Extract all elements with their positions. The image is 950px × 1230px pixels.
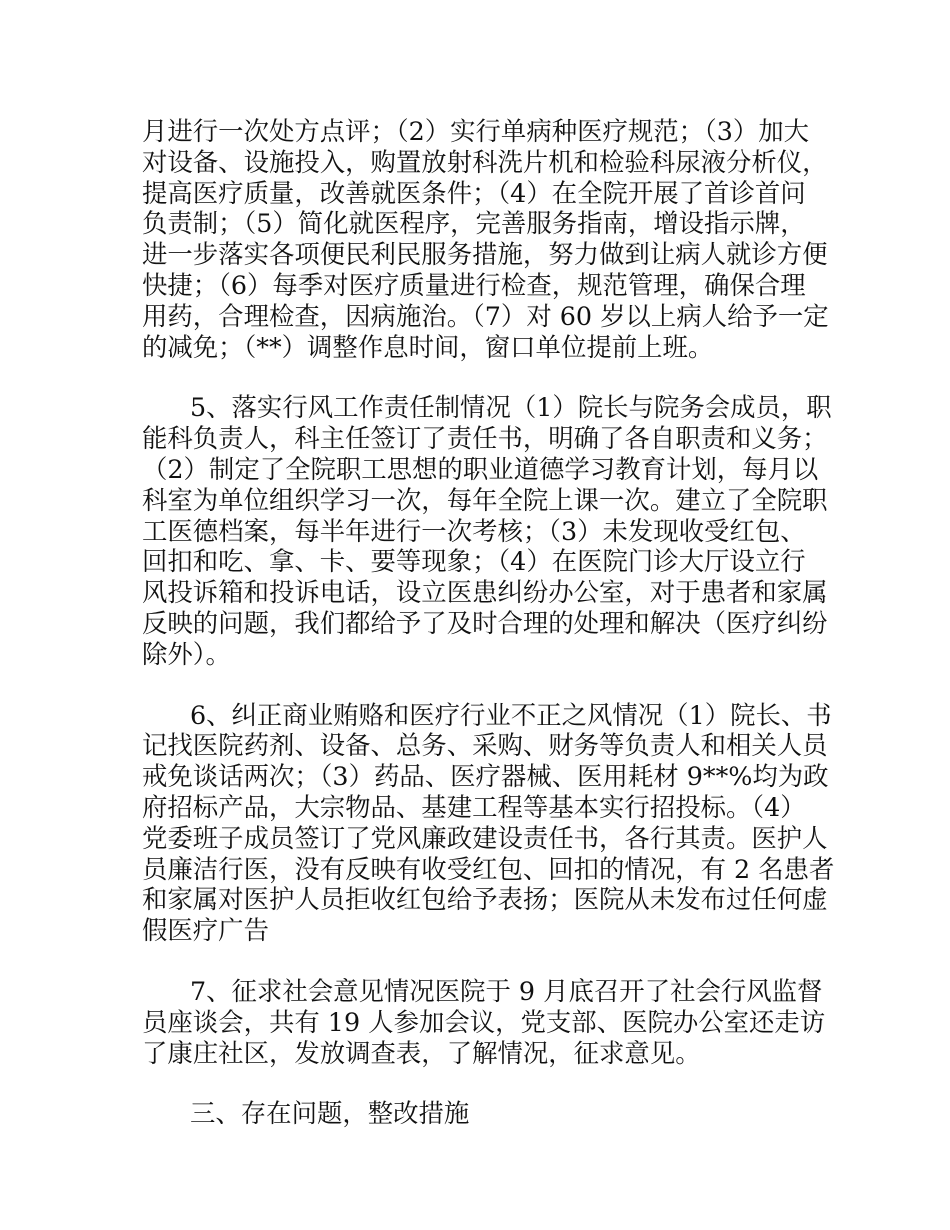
- text-line: 月进行一次处方点评；（2）实行单病种医疗规范；（3）加大: [142, 116, 810, 146]
- section-heading-text: 三、存在问题，整改措施: [190, 1098, 470, 1129]
- text-line: 工医德档案，每半年进行一次考核；（3）未发现收受红包、: [142, 515, 806, 546]
- text-line: 戒免谈话两次；（3）药品、医疗器械、医用耗材 9**%均为政: [142, 761, 829, 792]
- text-line: 能科负责人，科主任签订了责任书，明确了各自职责和义务；: [142, 423, 828, 454]
- text-line: 除外）。: [142, 638, 231, 669]
- paragraph-spacer: [142, 670, 812, 700]
- section-heading: [142, 1098, 812, 1129]
- text-line: （2）制定了全院职工思想的职业道德学习教育计划，每月以: [142, 453, 819, 484]
- paragraph-spacer: [142, 1068, 812, 1098]
- document-body: [142, 116, 835, 1129]
- text-line: 5、落实行风工作责任制情况（1）院长与院务会成员，职: [190, 392, 832, 423]
- text-line: 记找医院药剂、设备、总务、采购、财务等负责人和相关人员: [142, 730, 828, 761]
- paragraph-item-6: [142, 699, 835, 946]
- text-line: 反映的问题，我们都给予了及时合理的处理和解决（医疗纠纷: [142, 607, 828, 638]
- text-line: 6、纠正商业贿赂和医疗行业不正之风情况（1）院长、书: [190, 699, 832, 730]
- paragraph-item-5: [142, 392, 832, 669]
- text-line: 的减免；（**）调整作息时间，窗口单位提前上班。: [142, 331, 714, 362]
- text-line: 了康庄社区，发放调查表，了解情况，征求意见。: [142, 1037, 701, 1068]
- text-line: 7、征求社会意见情况医院于 9 月底召开了社会行风监督: [190, 975, 823, 1006]
- text-line: 风投诉箱和投诉电话，设立医患纠纷办公室，对于患者和家属: [142, 577, 828, 608]
- text-line: 员廉洁行医，没有反映有收受红包、回扣的情况，有 2 名患者: [142, 853, 835, 884]
- text-line: 府招标产品，大宗物品、基建工程等基本实行招投标。（4）: [142, 791, 806, 822]
- text-line: 员座谈会，共有 19 人参加会议，党支部、医院办公室还走访: [142, 1006, 826, 1037]
- text-line: 进一步落实各项便民利民服务措施，努力做到让病人就诊方便: [142, 239, 828, 270]
- text-line: 党委班子成员签订了党风廉政建设责任书，各行其责。医护人: [142, 822, 828, 853]
- text-line: 回扣和吃、拿、卡、要等现象；（4）在医院门诊大厅设立行: [142, 546, 806, 577]
- text-line: 科室为单位组织学习一次，每年全院上课一次。建立了全院职: [142, 484, 828, 515]
- paragraph-item-4-continuation: [142, 116, 829, 362]
- paragraph-item-7: [142, 975, 826, 1068]
- text-line: 和家属对医护人员拒收红包给予表扬；医院从未发布过任何虚: [142, 884, 828, 915]
- paragraph-spacer: [142, 946, 812, 976]
- text-line: 假医疗广告: [142, 915, 269, 946]
- text-line: 用药，合理检查，因病施治。（7）对 60 岁以上病人给予一定: [142, 300, 829, 331]
- paragraph-spacer: [142, 362, 812, 392]
- text-line: 快捷；（6）每季对医疗质量进行检查，规范管理，确保合理: [142, 269, 806, 300]
- text-line: 提高医疗质量，改善就医条件；（4）在全院开展了首诊首问: [142, 177, 806, 208]
- text-line: 负责制；（5）简化就医程序，完善服务指南，增设指示牌，: [142, 208, 806, 239]
- text-line: 对设备、设施投入，购置放射科洗片机和检验科尿液分析仪，: [142, 146, 828, 177]
